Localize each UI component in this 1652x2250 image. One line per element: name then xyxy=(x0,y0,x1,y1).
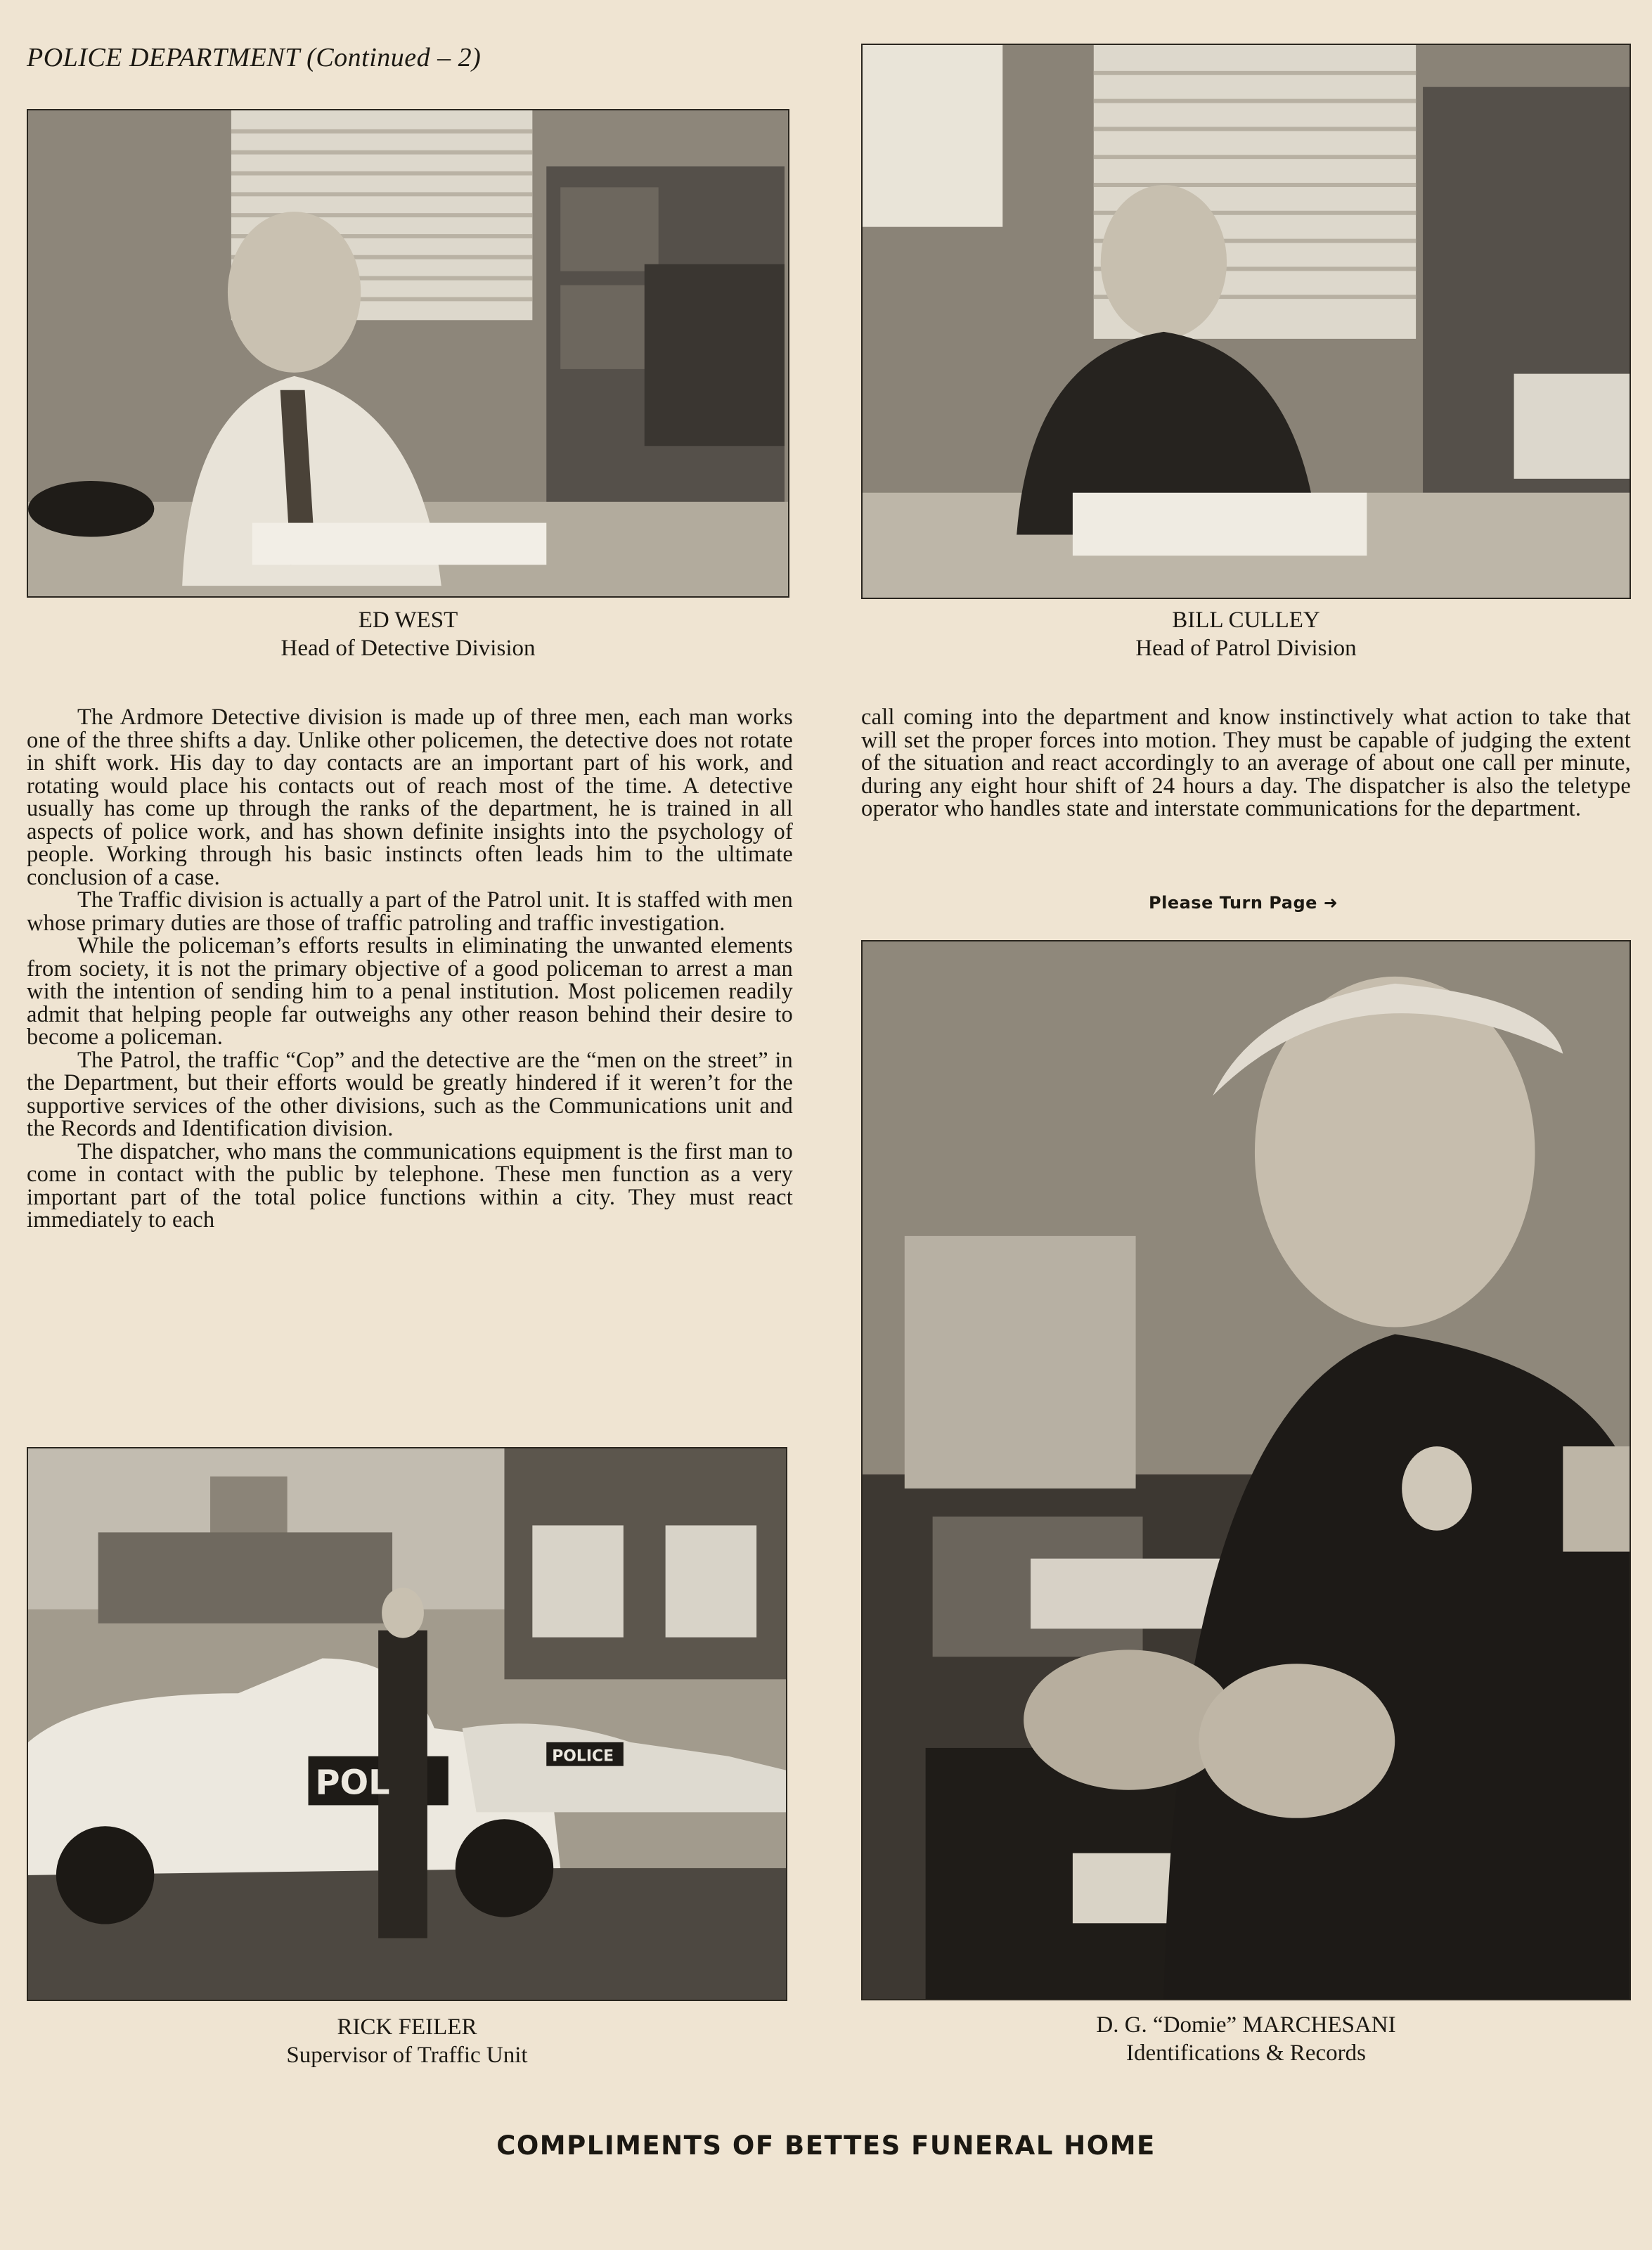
turn-page-label: Please Turn Page xyxy=(1149,893,1317,913)
car-door-label: POL xyxy=(315,1763,390,1803)
turn-page-note xyxy=(1149,893,1338,913)
ed-west-caption xyxy=(27,606,789,662)
marchesani-photo-art xyxy=(863,941,1630,1999)
article-right-column xyxy=(861,706,1631,821)
article-paragraph: The Patrol, the traffic “Cop” and the detective are the “men on the street” in the Department, but their efforts would be greatly hindered if it weren’t for the supportive services of the other divisions, such as the Communications unit and the Records and Identification division. xyxy=(27,1047,793,1141)
page-header: POLICE DEPARTMENT (Continued – 2) xyxy=(27,43,482,72)
marchesani-name: D. G. “Domie” MARCHESANI xyxy=(1096,2012,1396,2038)
bill-culley-photo xyxy=(861,44,1631,599)
article-left-column xyxy=(27,706,793,1232)
bill-culley-caption xyxy=(861,606,1631,662)
marchesani-title: Identifications & Records xyxy=(1126,2040,1366,2066)
car-roof-label: POLICE xyxy=(552,1747,614,1766)
rick-feiler-title: Supervisor of Traffic Unit xyxy=(286,2043,528,2068)
ed-west-photo xyxy=(27,109,789,598)
article-paragraph-continued: call coming into the department and know instinctively what action to take that will set the proper forces into motion. They must be capable of judging the extent of the situation and react accordingly to an average of about one call per minute, during any eight hour shift of 24 hours a day. The dispatcher is also the teletype operator who handles state and interstate communications for the department. xyxy=(861,705,1631,821)
article-paragraph: The Traffic division is actually a part of the Patrol unit. It is staffed with men whose primary duties are those of traffic patroling and traffic investigation. xyxy=(27,887,793,936)
marchesani-caption xyxy=(861,2011,1631,2067)
bill-culley-title: Head of Patrol Division xyxy=(1135,636,1357,661)
ed-west-photo-art xyxy=(28,110,788,596)
rick-feiler-photo-art xyxy=(28,1448,786,2000)
rick-feiler-photo xyxy=(27,1447,787,2001)
sponsor-footer: COMPLIMENTS OF BETTES FUNERAL HOME xyxy=(496,2130,1156,2161)
ed-west-title: Head of Detective Division xyxy=(280,636,536,661)
arrow-right-icon: ➜ xyxy=(1323,893,1338,913)
rick-feiler-name: RICK FEILER xyxy=(337,2014,477,2040)
marchesani-photo xyxy=(861,940,1631,2000)
rick-feiler-caption xyxy=(27,2013,787,2069)
article-paragraph: While the policeman’s efforts results in eliminating the unwanted elements from society, it is not the primary objective of a good policeman to arrest a man with the intention of sending him to a penal institution. Most policemen readily admit that helping people far outweighs any other reason behind their desire to become a policeman. xyxy=(27,933,793,1050)
bill-culley-name: BILL CULLEY xyxy=(1172,608,1320,633)
article-paragraph: The Ardmore Detective division is made up of three men, each man works one of the three shifts a day. Unlike other policemen, the detective does not rotate in shift work. His day to day contacts are an important part of his work, and rotating would place his contacts out of reach most of the time. A detective usually has come up through the ranks of the department, he is trained in all aspects of police work, and has shown definite insights into the psychology of people. Working through his basic instincts often leads him to the ultimate conclusion of a case. xyxy=(27,705,793,890)
article-paragraph: The dispatcher, who mans the communications equipment is the first man to come in contact with the public by telephone. These men function as a very important part of the total police functions within a city. They must react immediately to each xyxy=(27,1138,793,1233)
ed-west-name: ED WEST xyxy=(358,608,458,633)
bill-culley-photo-art xyxy=(863,45,1630,598)
